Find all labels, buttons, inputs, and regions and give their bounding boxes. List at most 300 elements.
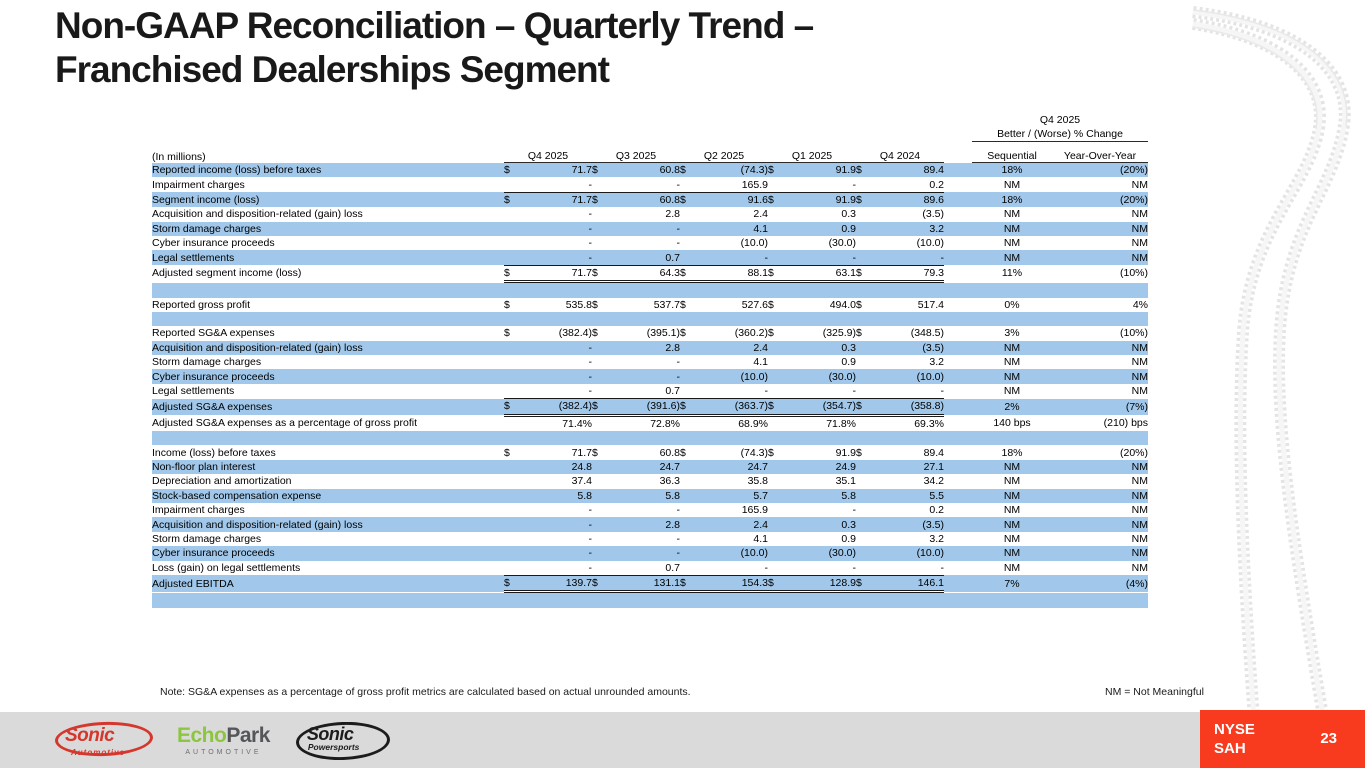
reconciliation-table (152, 112, 1148, 608)
row-label: Adjusted EBITDA (152, 575, 504, 591)
dollar-sign-cell (680, 207, 697, 221)
dollar-sign-cell: $ (856, 265, 873, 281)
value-cell: 24.7 (609, 460, 680, 474)
value-cell: - (697, 561, 768, 576)
value-cell: 4.1 (697, 222, 768, 236)
gap-cell (944, 192, 972, 207)
yoy-change-cell: (7%) (1052, 399, 1148, 415)
value-cell: 89.6 (873, 192, 944, 207)
column-header-sequential: Sequential (972, 142, 1052, 163)
slide-title-line2: Franchised Dealerships Segment (55, 49, 609, 91)
gap-cell (944, 517, 972, 531)
dollar-sign-cell: $ (592, 163, 609, 178)
value-cell: 5.8 (609, 489, 680, 503)
dollar-sign-cell: $ (504, 445, 521, 459)
dollar-sign-cell (680, 532, 697, 546)
value-cell: 24.8 (521, 460, 592, 474)
value-cell: - (785, 503, 856, 517)
dollar-sign-cell (592, 207, 609, 221)
sequential-change-cell: NM (972, 384, 1052, 399)
dollar-sign-cell (504, 384, 521, 399)
value-cell: 35.1 (785, 474, 856, 488)
dollar-sign-cell (680, 546, 697, 560)
dollar-sign-cell (768, 503, 785, 517)
dollar-sign-cell: $ (680, 265, 697, 281)
table-row (152, 192, 1148, 207)
value-cell: 60.8 (609, 445, 680, 459)
value-cell: - (609, 369, 680, 383)
sonic-powersports-wordmark: Sonic (306, 724, 354, 744)
dollar-sign-cell: $ (592, 326, 609, 340)
dollar-sign-cell (592, 460, 609, 474)
dollar-sign-cell (592, 369, 609, 383)
row-label: Reported gross profit (152, 298, 504, 312)
value-cell: - (785, 177, 856, 192)
dollar-sign-cell (592, 517, 609, 531)
row-label: Depreciation and amortization (152, 474, 504, 488)
column-header-q4-2024: Q4 2024 (856, 142, 944, 163)
gap-cell (944, 445, 972, 459)
value-cell: 71.7 (521, 192, 592, 207)
yoy-change-cell: NM (1052, 355, 1148, 369)
dollar-sign-cell (592, 561, 609, 576)
sequential-change-cell: 7% (972, 575, 1052, 591)
dollar-sign-cell (680, 369, 697, 383)
gap-cell (944, 384, 972, 399)
spacer-cell (152, 431, 1148, 445)
dollar-sign-cell (504, 517, 521, 531)
dollar-sign-cell (592, 384, 609, 399)
value-cell: (10.0) (873, 546, 944, 560)
value-cell: 2.8 (609, 517, 680, 531)
gap-cell (944, 546, 972, 560)
spacer-cell (152, 282, 1148, 298)
echopark-ech: Ech (177, 723, 215, 747)
value-cell: (10.0) (873, 369, 944, 383)
gap-cell (944, 265, 972, 281)
dollar-sign-cell (680, 517, 697, 531)
value-cell: 91.9 (785, 445, 856, 459)
value-cell: 71.7 (521, 163, 592, 178)
value-cell: 165.9 (697, 503, 768, 517)
dollar-sign-cell (680, 474, 697, 488)
dollar-sign-cell (856, 384, 873, 399)
value-cell: - (521, 546, 592, 560)
value-cell: 517.4 (873, 298, 944, 312)
value-cell: 537.7 (609, 298, 680, 312)
dollar-sign-cell (504, 489, 521, 503)
table-row (152, 399, 1148, 415)
dollar-sign-cell (592, 236, 609, 250)
value-cell: (363.7) (697, 399, 768, 415)
value-cell: 5.8 (521, 489, 592, 503)
spacer-row (152, 282, 1148, 298)
value-cell: - (609, 355, 680, 369)
sequential-change-cell: NM (972, 369, 1052, 383)
dollar-sign-cell (504, 236, 521, 250)
yoy-change-cell: NM (1052, 250, 1148, 265)
dollar-sign-cell (856, 177, 873, 192)
value-cell: - (609, 177, 680, 192)
dollar-sign-cell: $ (680, 192, 697, 207)
gap-cell (944, 399, 972, 415)
value-cell: (10.0) (697, 236, 768, 250)
dollar-sign-cell (504, 415, 521, 431)
dollar-sign-cell (504, 207, 521, 221)
value-cell: 3.2 (873, 222, 944, 236)
gap-cell (944, 460, 972, 474)
dollar-sign-cell: $ (768, 265, 785, 281)
sequential-change-cell: NM (972, 236, 1052, 250)
value-cell: 36.3 (609, 474, 680, 488)
dollar-sign-cell (592, 355, 609, 369)
dollar-sign-cell (504, 250, 521, 265)
dollar-sign-cell (592, 532, 609, 546)
value-cell: 0.3 (785, 207, 856, 221)
dollar-sign-cell (592, 250, 609, 265)
dollar-sign-cell: $ (504, 298, 521, 312)
dollar-sign-cell (768, 517, 785, 531)
sonic-powersports-subtext: Powersports (307, 742, 360, 752)
sequential-change-cell: NM (972, 532, 1052, 546)
sequential-change-cell: 2% (972, 399, 1052, 415)
value-cell: - (697, 250, 768, 265)
value-cell: (391.6) (609, 399, 680, 415)
sequential-change-cell: NM (972, 546, 1052, 560)
yoy-change-cell: NM (1052, 474, 1148, 488)
dollar-sign-cell (856, 517, 873, 531)
dollar-sign-cell (592, 474, 609, 488)
row-label: Impairment charges (152, 503, 504, 517)
table-row (152, 489, 1148, 503)
value-cell: 34.2 (873, 474, 944, 488)
dollar-sign-cell (680, 561, 697, 576)
sequential-change-cell: NM (972, 474, 1052, 488)
spacer-row (152, 592, 1148, 608)
yoy-change-cell: NM (1052, 222, 1148, 236)
value-cell: 2.4 (697, 207, 768, 221)
ticker-code: SAH (1214, 740, 1246, 757)
dollar-sign-cell (768, 546, 785, 560)
row-label: Cyber insurance proceeds (152, 236, 504, 250)
value-cell: 69.3% (873, 415, 944, 431)
column-header-q1-2025: Q1 2025 (768, 142, 856, 163)
dollar-sign-cell: $ (856, 399, 873, 415)
gap-cell (944, 236, 972, 250)
value-cell: - (521, 561, 592, 576)
dollar-sign-cell (592, 177, 609, 192)
sequential-change-cell: 140 bps (972, 415, 1052, 431)
dollar-sign-cell: $ (768, 575, 785, 591)
yoy-change-cell: NM (1052, 489, 1148, 503)
dollar-sign-cell: $ (768, 298, 785, 312)
dollar-sign-cell: $ (504, 163, 521, 178)
row-label: Adjusted SG&A expenses (152, 399, 504, 415)
value-cell: 0.3 (785, 517, 856, 531)
dollar-sign-cell (592, 415, 609, 431)
value-cell: (30.0) (785, 369, 856, 383)
value-cell: 0.2 (873, 503, 944, 517)
echopark-wordmark (177, 725, 270, 746)
dollar-sign-cell: $ (768, 192, 785, 207)
sonic-automotive-logo (55, 720, 151, 760)
table-body (152, 163, 1148, 608)
gap-cell (944, 575, 972, 591)
row-label: Impairment charges (152, 177, 504, 192)
gap-cell (944, 369, 972, 383)
units-label: (In millions) (152, 150, 206, 163)
yoy-change-cell: NM (1052, 369, 1148, 383)
value-cell: (325.9) (785, 326, 856, 340)
value-cell: 89.4 (873, 163, 944, 178)
value-cell: 535.8 (521, 298, 592, 312)
row-label: Reported SG&A expenses (152, 326, 504, 340)
dollar-sign-cell (768, 474, 785, 488)
yoy-change-cell: (20%) (1052, 445, 1148, 459)
yoy-change-cell: NM (1052, 561, 1148, 576)
dollar-sign-cell: $ (592, 265, 609, 281)
dollar-sign-cell (504, 503, 521, 517)
dollar-sign-cell (504, 561, 521, 576)
gap-cell (944, 561, 972, 576)
row-label: Storm damage charges (152, 222, 504, 236)
value-cell: 71.8% (785, 415, 856, 431)
sonic-powersports-logo (296, 720, 388, 760)
gap-cell (944, 207, 972, 221)
value-cell: 89.4 (873, 445, 944, 459)
table-row (152, 250, 1148, 265)
table-row (152, 532, 1148, 546)
dollar-sign-cell (768, 561, 785, 576)
dollar-sign-cell: $ (768, 163, 785, 178)
table-row (152, 575, 1148, 591)
value-cell: (382.4) (521, 326, 592, 340)
change-header-row1 (152, 112, 1148, 127)
value-cell: - (609, 222, 680, 236)
dollar-sign-cell: $ (856, 326, 873, 340)
dollar-sign-cell: $ (504, 326, 521, 340)
yoy-change-cell: NM (1052, 384, 1148, 399)
value-cell: 60.8 (609, 163, 680, 178)
sonic-automotive-subtext: Automotive (71, 748, 125, 757)
value-cell: - (521, 236, 592, 250)
value-cell: (3.5) (873, 207, 944, 221)
dollar-sign-cell (768, 250, 785, 265)
dollar-sign-cell (592, 489, 609, 503)
value-cell: 2.4 (697, 341, 768, 355)
value-cell: - (521, 355, 592, 369)
dollar-sign-cell: $ (504, 192, 521, 207)
ticker-box (1200, 710, 1365, 768)
dollar-sign-cell (768, 384, 785, 399)
dollar-sign-cell (592, 341, 609, 355)
value-cell: (358.8) (873, 399, 944, 415)
value-cell: - (521, 177, 592, 192)
dollar-sign-cell: $ (768, 326, 785, 340)
gap-cell (944, 222, 972, 236)
value-cell: 128.9 (785, 575, 856, 591)
dollar-sign-cell: $ (592, 399, 609, 415)
value-cell: 24.7 (697, 460, 768, 474)
value-cell: 5.8 (785, 489, 856, 503)
dollar-sign-cell (856, 236, 873, 250)
gap-cell (944, 355, 972, 369)
value-cell: 139.7 (521, 575, 592, 591)
slide-title-line1: Non-GAAP Reconciliation – Quarterly Trend – (55, 5, 814, 46)
table-row (152, 415, 1148, 431)
sequential-change-cell: NM (972, 177, 1052, 192)
dollar-sign-cell: $ (680, 298, 697, 312)
yoy-change-cell: NM (1052, 236, 1148, 250)
table-row (152, 460, 1148, 474)
gap-cell (944, 415, 972, 431)
dollar-sign-cell: $ (592, 445, 609, 459)
spacer-cell (152, 592, 1148, 608)
value-cell: - (521, 532, 592, 546)
sequential-change-cell: NM (972, 355, 1052, 369)
row-label: Segment income (loss) (152, 192, 504, 207)
dollar-sign-cell (856, 341, 873, 355)
value-cell: - (521, 384, 592, 399)
column-header-row (152, 142, 1148, 163)
dollar-sign-cell (592, 503, 609, 517)
dollar-sign-cell (768, 489, 785, 503)
dollar-sign-cell (504, 460, 521, 474)
row-label: Legal settlements (152, 250, 504, 265)
value-cell: 79.3 (873, 265, 944, 281)
value-cell: 5.5 (873, 489, 944, 503)
value-cell: 35.8 (697, 474, 768, 488)
spacer-cell (152, 312, 1148, 326)
dollar-sign-cell (680, 489, 697, 503)
dollar-sign-cell: $ (680, 445, 697, 459)
yoy-change-cell: NM (1052, 460, 1148, 474)
value-cell: 0.7 (609, 250, 680, 265)
value-cell: - (785, 561, 856, 576)
value-cell: - (785, 250, 856, 265)
row-label: Loss (gain) on legal settlements (152, 561, 504, 576)
value-cell: 0.9 (785, 532, 856, 546)
row-label: Adjusted SG&A expenses as a percentage of gross profit (152, 415, 504, 431)
dollar-sign-cell (680, 503, 697, 517)
dollar-sign-cell (856, 250, 873, 265)
row-label: Adjusted segment income (loss) (152, 265, 504, 281)
gap-cell (944, 326, 972, 340)
sequential-change-cell: NM (972, 503, 1052, 517)
sequential-change-cell: 18% (972, 445, 1052, 459)
dollar-sign-cell (504, 369, 521, 383)
dollar-sign-cell (680, 250, 697, 265)
dollar-sign-cell (768, 341, 785, 355)
table-row (152, 384, 1148, 399)
yoy-change-cell: NM (1052, 517, 1148, 531)
dollar-sign-cell (592, 222, 609, 236)
value-cell: 37.4 (521, 474, 592, 488)
value-cell: - (521, 207, 592, 221)
dollar-sign-cell (856, 546, 873, 560)
nm-definition-note: NM = Not Meaningful (1105, 686, 1204, 698)
spacer-row (152, 431, 1148, 445)
value-cell: 91.9 (785, 192, 856, 207)
table-row (152, 207, 1148, 221)
dollar-sign-cell (856, 369, 873, 383)
dollar-sign-cell (504, 546, 521, 560)
dollar-sign-cell (856, 561, 873, 576)
value-cell: 68.9% (697, 415, 768, 431)
dollar-sign-cell: $ (680, 163, 697, 178)
yoy-change-cell: NM (1052, 503, 1148, 517)
sequential-change-cell: NM (972, 460, 1052, 474)
dollar-sign-cell (680, 341, 697, 355)
table-row (152, 177, 1148, 192)
value-cell: (30.0) (785, 546, 856, 560)
sequential-change-cell: NM (972, 517, 1052, 531)
value-cell: 4.1 (697, 355, 768, 369)
value-cell: (3.5) (873, 341, 944, 355)
sequential-change-cell: NM (972, 341, 1052, 355)
column-header-year-over-year: Year-Over-Year (1052, 142, 1148, 163)
sequential-change-cell: 0% (972, 298, 1052, 312)
gap-cell (944, 250, 972, 265)
dollar-sign-cell (504, 474, 521, 488)
table-row (152, 517, 1148, 531)
change-header-quarter: Q4 2025 (1039, 113, 1081, 126)
value-cell: (74.3) (697, 445, 768, 459)
value-cell: (30.0) (785, 236, 856, 250)
dollar-sign-cell (856, 207, 873, 221)
dollar-sign-cell (768, 207, 785, 221)
dollar-sign-cell: $ (856, 298, 873, 312)
sequential-change-cell: 18% (972, 163, 1052, 178)
yoy-change-cell: (210) bps (1052, 415, 1148, 431)
gap-cell (944, 474, 972, 488)
value-cell: 88.1 (697, 265, 768, 281)
footnote: Note: SG&A expenses as a percentage of gross profit metrics are calculated based on actual unrounded amounts. (160, 686, 691, 698)
dollar-sign-cell (768, 355, 785, 369)
value-cell: - (697, 384, 768, 399)
row-label: Acquisition and disposition-related (gain) loss (152, 207, 504, 221)
yoy-change-cell: (20%) (1052, 163, 1148, 178)
table-row (152, 561, 1148, 576)
dollar-sign-cell (856, 474, 873, 488)
value-cell: 0.9 (785, 355, 856, 369)
dollar-sign-cell (680, 355, 697, 369)
value-cell: 72.8% (609, 415, 680, 431)
gap-cell (944, 532, 972, 546)
dollar-sign-cell: $ (856, 163, 873, 178)
dollar-sign-cell: $ (680, 399, 697, 415)
gap-cell (944, 489, 972, 503)
value-cell: 0.3 (785, 341, 856, 355)
dollar-sign-cell (856, 222, 873, 236)
echopark-subtext: AUTOMOTIVE (185, 748, 262, 756)
dollar-sign-cell (856, 460, 873, 474)
echopark-park: Park (226, 723, 270, 747)
value-cell: (348.5) (873, 326, 944, 340)
dollar-sign-cell (680, 415, 697, 431)
value-cell: 71.7 (521, 265, 592, 281)
table-row (152, 355, 1148, 369)
row-label: Stock-based compensation expense (152, 489, 504, 503)
gap-cell (944, 163, 972, 178)
value-cell: 0.7 (609, 384, 680, 399)
dollar-sign-cell: $ (768, 399, 785, 415)
spacer-row (152, 312, 1148, 326)
value-cell: - (521, 222, 592, 236)
value-cell: 527.6 (697, 298, 768, 312)
value-cell: 91.9 (785, 163, 856, 178)
ticker-symbol (1214, 720, 1255, 759)
